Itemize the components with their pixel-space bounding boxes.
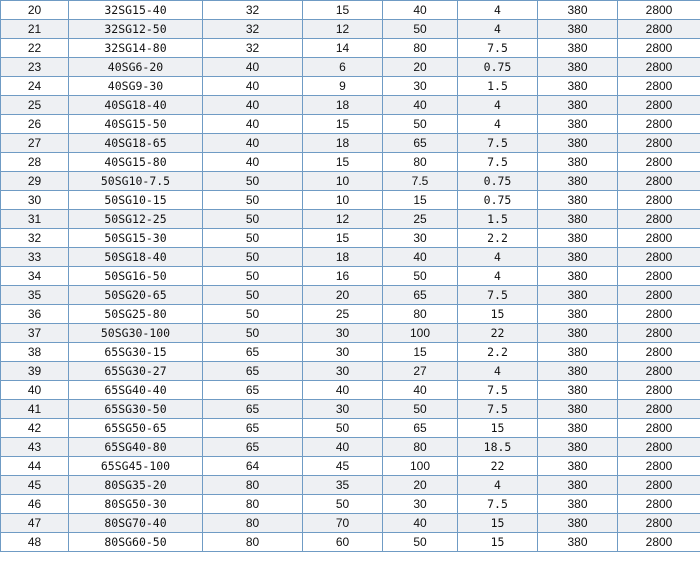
inlet-diameter-cell: 50 <box>203 248 303 267</box>
speed-cell: 2800 <box>618 514 700 533</box>
speed-cell: 2800 <box>618 476 700 495</box>
flow-cell: 30 <box>303 400 383 419</box>
speed-cell: 2800 <box>618 305 700 324</box>
model-cell: 50SG10-15 <box>69 191 203 210</box>
model-cell: 40SG18-40 <box>69 96 203 115</box>
flow-cell: 25 <box>303 305 383 324</box>
row-number-cell: 31 <box>1 210 69 229</box>
flow-cell: 35 <box>303 476 383 495</box>
model-cell: 32SG15-40 <box>69 1 203 20</box>
model-cell: 80SG70-40 <box>69 514 203 533</box>
head-cell: 30 <box>383 229 458 248</box>
voltage-cell: 380 <box>538 267 618 286</box>
model-cell: 40SG15-50 <box>69 115 203 134</box>
power-cell: 7.5 <box>458 495 538 514</box>
row-number-cell: 38 <box>1 343 69 362</box>
voltage-cell: 380 <box>538 134 618 153</box>
speed-cell: 2800 <box>618 115 700 134</box>
model-cell: 65SG45-100 <box>69 457 203 476</box>
model-cell: 40SG9-30 <box>69 77 203 96</box>
flow-cell: 10 <box>303 191 383 210</box>
inlet-diameter-cell: 65 <box>203 381 303 400</box>
table-row <box>1 419 700 438</box>
power-cell: 2.2 <box>458 229 538 248</box>
row-number-cell: 30 <box>1 191 69 210</box>
speed-cell: 2800 <box>618 324 700 343</box>
inlet-diameter-cell: 50 <box>203 305 303 324</box>
head-cell: 27 <box>383 362 458 381</box>
table-row <box>1 191 700 210</box>
voltage-cell: 380 <box>538 400 618 419</box>
inlet-diameter-cell: 80 <box>203 533 303 552</box>
table-row <box>1 172 700 191</box>
speed-cell: 2800 <box>618 77 700 96</box>
inlet-diameter-cell: 32 <box>203 1 303 20</box>
head-cell: 65 <box>383 134 458 153</box>
power-cell: 7.5 <box>458 153 538 172</box>
flow-cell: 20 <box>303 286 383 305</box>
head-cell: 20 <box>383 58 458 77</box>
inlet-diameter-cell: 65 <box>203 419 303 438</box>
model-cell: 32SG14-80 <box>69 39 203 58</box>
row-number-cell: 42 <box>1 419 69 438</box>
table-row <box>1 533 700 552</box>
row-number-cell: 45 <box>1 476 69 495</box>
head-cell: 40 <box>383 381 458 400</box>
row-number-cell: 39 <box>1 362 69 381</box>
head-cell: 15 <box>383 191 458 210</box>
model-cell: 50SG10-7.5 <box>69 172 203 191</box>
flow-cell: 9 <box>303 77 383 96</box>
head-cell: 50 <box>383 400 458 419</box>
flow-cell: 50 <box>303 419 383 438</box>
power-cell: 15 <box>458 305 538 324</box>
flow-cell: 18 <box>303 134 383 153</box>
voltage-cell: 380 <box>538 476 618 495</box>
speed-cell: 2800 <box>618 457 700 476</box>
row-number-cell: 21 <box>1 20 69 39</box>
power-cell: 22 <box>458 324 538 343</box>
flow-cell: 50 <box>303 495 383 514</box>
pump-table-body <box>1 1 700 552</box>
table-row <box>1 514 700 533</box>
inlet-diameter-cell: 50 <box>203 286 303 305</box>
speed-cell: 2800 <box>618 229 700 248</box>
inlet-diameter-cell: 65 <box>203 400 303 419</box>
flow-cell: 40 <box>303 438 383 457</box>
head-cell: 100 <box>383 457 458 476</box>
voltage-cell: 380 <box>538 419 618 438</box>
row-number-cell: 36 <box>1 305 69 324</box>
model-cell: 65SG30-50 <box>69 400 203 419</box>
flow-cell: 12 <box>303 20 383 39</box>
head-cell: 50 <box>383 267 458 286</box>
head-cell: 65 <box>383 286 458 305</box>
inlet-diameter-cell: 32 <box>203 39 303 58</box>
power-cell: 4 <box>458 1 538 20</box>
table-row <box>1 229 700 248</box>
head-cell: 15 <box>383 343 458 362</box>
speed-cell: 2800 <box>618 172 700 191</box>
power-cell: 4 <box>458 96 538 115</box>
inlet-diameter-cell: 40 <box>203 96 303 115</box>
row-number-cell: 41 <box>1 400 69 419</box>
voltage-cell: 380 <box>538 533 618 552</box>
row-number-cell: 47 <box>1 514 69 533</box>
speed-cell: 2800 <box>618 343 700 362</box>
flow-cell: 30 <box>303 324 383 343</box>
head-cell: 80 <box>383 39 458 58</box>
inlet-diameter-cell: 40 <box>203 153 303 172</box>
power-cell: 0.75 <box>458 191 538 210</box>
voltage-cell: 380 <box>538 343 618 362</box>
voltage-cell: 380 <box>538 324 618 343</box>
power-cell: 1.5 <box>458 210 538 229</box>
table-row <box>1 457 700 476</box>
flow-cell: 15 <box>303 1 383 20</box>
row-number-cell: 29 <box>1 172 69 191</box>
head-cell: 40 <box>383 248 458 267</box>
head-cell: 30 <box>383 495 458 514</box>
model-cell: 50SG18-40 <box>69 248 203 267</box>
row-number-cell: 44 <box>1 457 69 476</box>
speed-cell: 2800 <box>618 96 700 115</box>
model-cell: 50SG25-80 <box>69 305 203 324</box>
flow-cell: 15 <box>303 153 383 172</box>
power-cell: 2.2 <box>458 343 538 362</box>
inlet-diameter-cell: 80 <box>203 476 303 495</box>
inlet-diameter-cell: 80 <box>203 495 303 514</box>
inlet-diameter-cell: 40 <box>203 115 303 134</box>
row-number-cell: 20 <box>1 1 69 20</box>
speed-cell: 2800 <box>618 286 700 305</box>
power-cell: 22 <box>458 457 538 476</box>
head-cell: 50 <box>383 115 458 134</box>
row-number-cell: 37 <box>1 324 69 343</box>
speed-cell: 2800 <box>618 134 700 153</box>
speed-cell: 2800 <box>618 210 700 229</box>
row-number-cell: 48 <box>1 533 69 552</box>
voltage-cell: 380 <box>538 514 618 533</box>
head-cell: 40 <box>383 1 458 20</box>
inlet-diameter-cell: 40 <box>203 77 303 96</box>
row-number-cell: 34 <box>1 267 69 286</box>
power-cell: 1.5 <box>458 77 538 96</box>
inlet-diameter-cell: 50 <box>203 191 303 210</box>
model-cell: 80SG50-30 <box>69 495 203 514</box>
table-row <box>1 58 700 77</box>
table-row <box>1 134 700 153</box>
row-number-cell: 24 <box>1 77 69 96</box>
power-cell: 4 <box>458 267 538 286</box>
inlet-diameter-cell: 50 <box>203 267 303 286</box>
inlet-diameter-cell: 65 <box>203 343 303 362</box>
row-number-cell: 22 <box>1 39 69 58</box>
voltage-cell: 380 <box>538 20 618 39</box>
flow-cell: 70 <box>303 514 383 533</box>
flow-cell: 60 <box>303 533 383 552</box>
table-row <box>1 324 700 343</box>
voltage-cell: 380 <box>538 210 618 229</box>
table-row <box>1 248 700 267</box>
voltage-cell: 380 <box>538 191 618 210</box>
inlet-diameter-cell: 40 <box>203 58 303 77</box>
speed-cell: 2800 <box>618 438 700 457</box>
head-cell: 20 <box>383 476 458 495</box>
flow-cell: 18 <box>303 248 383 267</box>
power-cell: 0.75 <box>458 58 538 77</box>
flow-cell: 15 <box>303 229 383 248</box>
voltage-cell: 380 <box>538 362 618 381</box>
inlet-diameter-cell: 40 <box>203 134 303 153</box>
table-row <box>1 495 700 514</box>
voltage-cell: 380 <box>538 115 618 134</box>
table-row <box>1 305 700 324</box>
speed-cell: 2800 <box>618 191 700 210</box>
voltage-cell: 380 <box>538 457 618 476</box>
speed-cell: 2800 <box>618 400 700 419</box>
table-row <box>1 1 700 20</box>
power-cell: 7.5 <box>458 134 538 153</box>
model-cell: 65SG30-15 <box>69 343 203 362</box>
power-cell: 7.5 <box>458 381 538 400</box>
table-row <box>1 210 700 229</box>
voltage-cell: 380 <box>538 286 618 305</box>
speed-cell: 2800 <box>618 39 700 58</box>
power-cell: 18.5 <box>458 438 538 457</box>
power-cell: 4 <box>458 248 538 267</box>
table-row <box>1 400 700 419</box>
head-cell: 25 <box>383 210 458 229</box>
speed-cell: 2800 <box>618 58 700 77</box>
speed-cell: 2800 <box>618 381 700 400</box>
power-cell: 15 <box>458 514 538 533</box>
table-row <box>1 267 700 286</box>
power-cell: 15 <box>458 533 538 552</box>
power-cell: 4 <box>458 20 538 39</box>
inlet-diameter-cell: 50 <box>203 324 303 343</box>
power-cell: 7.5 <box>458 400 538 419</box>
head-cell: 7.5 <box>383 172 458 191</box>
voltage-cell: 380 <box>538 39 618 58</box>
model-cell: 65SG30-27 <box>69 362 203 381</box>
voltage-cell: 380 <box>538 229 618 248</box>
row-number-cell: 35 <box>1 286 69 305</box>
speed-cell: 2800 <box>618 362 700 381</box>
table-row <box>1 381 700 400</box>
voltage-cell: 380 <box>538 96 618 115</box>
head-cell: 80 <box>383 438 458 457</box>
row-number-cell: 40 <box>1 381 69 400</box>
power-cell: 15 <box>458 419 538 438</box>
power-cell: 0.75 <box>458 172 538 191</box>
row-number-cell: 27 <box>1 134 69 153</box>
voltage-cell: 380 <box>538 153 618 172</box>
head-cell: 80 <box>383 305 458 324</box>
model-cell: 80SG60-50 <box>69 533 203 552</box>
power-cell: 7.5 <box>458 39 538 58</box>
inlet-diameter-cell: 80 <box>203 514 303 533</box>
inlet-diameter-cell: 50 <box>203 229 303 248</box>
table-row <box>1 362 700 381</box>
voltage-cell: 380 <box>538 77 618 96</box>
head-cell: 50 <box>383 20 458 39</box>
voltage-cell: 380 <box>538 381 618 400</box>
power-cell: 4 <box>458 476 538 495</box>
flow-cell: 16 <box>303 267 383 286</box>
flow-cell: 40 <box>303 381 383 400</box>
head-cell: 65 <box>383 419 458 438</box>
model-cell: 40SG18-65 <box>69 134 203 153</box>
flow-cell: 15 <box>303 115 383 134</box>
speed-cell: 2800 <box>618 495 700 514</box>
row-number-cell: 25 <box>1 96 69 115</box>
model-cell: 40SG15-80 <box>69 153 203 172</box>
table-row <box>1 476 700 495</box>
voltage-cell: 380 <box>538 438 618 457</box>
row-number-cell: 43 <box>1 438 69 457</box>
table-row <box>1 343 700 362</box>
model-cell: 50SG12-25 <box>69 210 203 229</box>
flow-cell: 14 <box>303 39 383 58</box>
head-cell: 40 <box>383 514 458 533</box>
speed-cell: 2800 <box>618 1 700 20</box>
power-cell: 4 <box>458 362 538 381</box>
table-row <box>1 153 700 172</box>
model-cell: 65SG40-40 <box>69 381 203 400</box>
power-cell: 4 <box>458 115 538 134</box>
speed-cell: 2800 <box>618 153 700 172</box>
table-row <box>1 77 700 96</box>
flow-cell: 30 <box>303 343 383 362</box>
table-row <box>1 115 700 134</box>
speed-cell: 2800 <box>618 533 700 552</box>
head-cell: 80 <box>383 153 458 172</box>
speed-cell: 2800 <box>618 419 700 438</box>
head-cell: 30 <box>383 77 458 96</box>
inlet-diameter-cell: 65 <box>203 362 303 381</box>
flow-cell: 45 <box>303 457 383 476</box>
table-row <box>1 39 700 58</box>
model-cell: 50SG30-100 <box>69 324 203 343</box>
row-number-cell: 33 <box>1 248 69 267</box>
speed-cell: 2800 <box>618 248 700 267</box>
head-cell: 50 <box>383 533 458 552</box>
flow-cell: 12 <box>303 210 383 229</box>
model-cell: 65SG40-80 <box>69 438 203 457</box>
voltage-cell: 380 <box>538 495 618 514</box>
model-cell: 65SG50-65 <box>69 419 203 438</box>
row-number-cell: 26 <box>1 115 69 134</box>
flow-cell: 6 <box>303 58 383 77</box>
row-number-cell: 28 <box>1 153 69 172</box>
power-cell: 7.5 <box>458 286 538 305</box>
voltage-cell: 380 <box>538 248 618 267</box>
speed-cell: 2800 <box>618 267 700 286</box>
row-number-cell: 23 <box>1 58 69 77</box>
voltage-cell: 380 <box>538 172 618 191</box>
inlet-diameter-cell: 32 <box>203 20 303 39</box>
inlet-diameter-cell: 64 <box>203 457 303 476</box>
table-row <box>1 20 700 39</box>
speed-cell: 2800 <box>618 20 700 39</box>
head-cell: 100 <box>383 324 458 343</box>
model-cell: 50SG20-65 <box>69 286 203 305</box>
table-row <box>1 96 700 115</box>
model-cell: 50SG15-30 <box>69 229 203 248</box>
inlet-diameter-cell: 65 <box>203 438 303 457</box>
voltage-cell: 380 <box>538 58 618 77</box>
row-number-cell: 46 <box>1 495 69 514</box>
voltage-cell: 380 <box>538 305 618 324</box>
inlet-diameter-cell: 50 <box>203 172 303 191</box>
table-row <box>1 286 700 305</box>
inlet-diameter-cell: 50 <box>203 210 303 229</box>
row-number-cell: 32 <box>1 229 69 248</box>
model-cell: 50SG16-50 <box>69 267 203 286</box>
flow-cell: 30 <box>303 362 383 381</box>
voltage-cell: 380 <box>538 1 618 20</box>
flow-cell: 10 <box>303 172 383 191</box>
head-cell: 40 <box>383 96 458 115</box>
model-cell: 40SG6-20 <box>69 58 203 77</box>
table-row <box>1 438 700 457</box>
model-cell: 80SG35-20 <box>69 476 203 495</box>
flow-cell: 18 <box>303 96 383 115</box>
model-cell: 32SG12-50 <box>69 20 203 39</box>
